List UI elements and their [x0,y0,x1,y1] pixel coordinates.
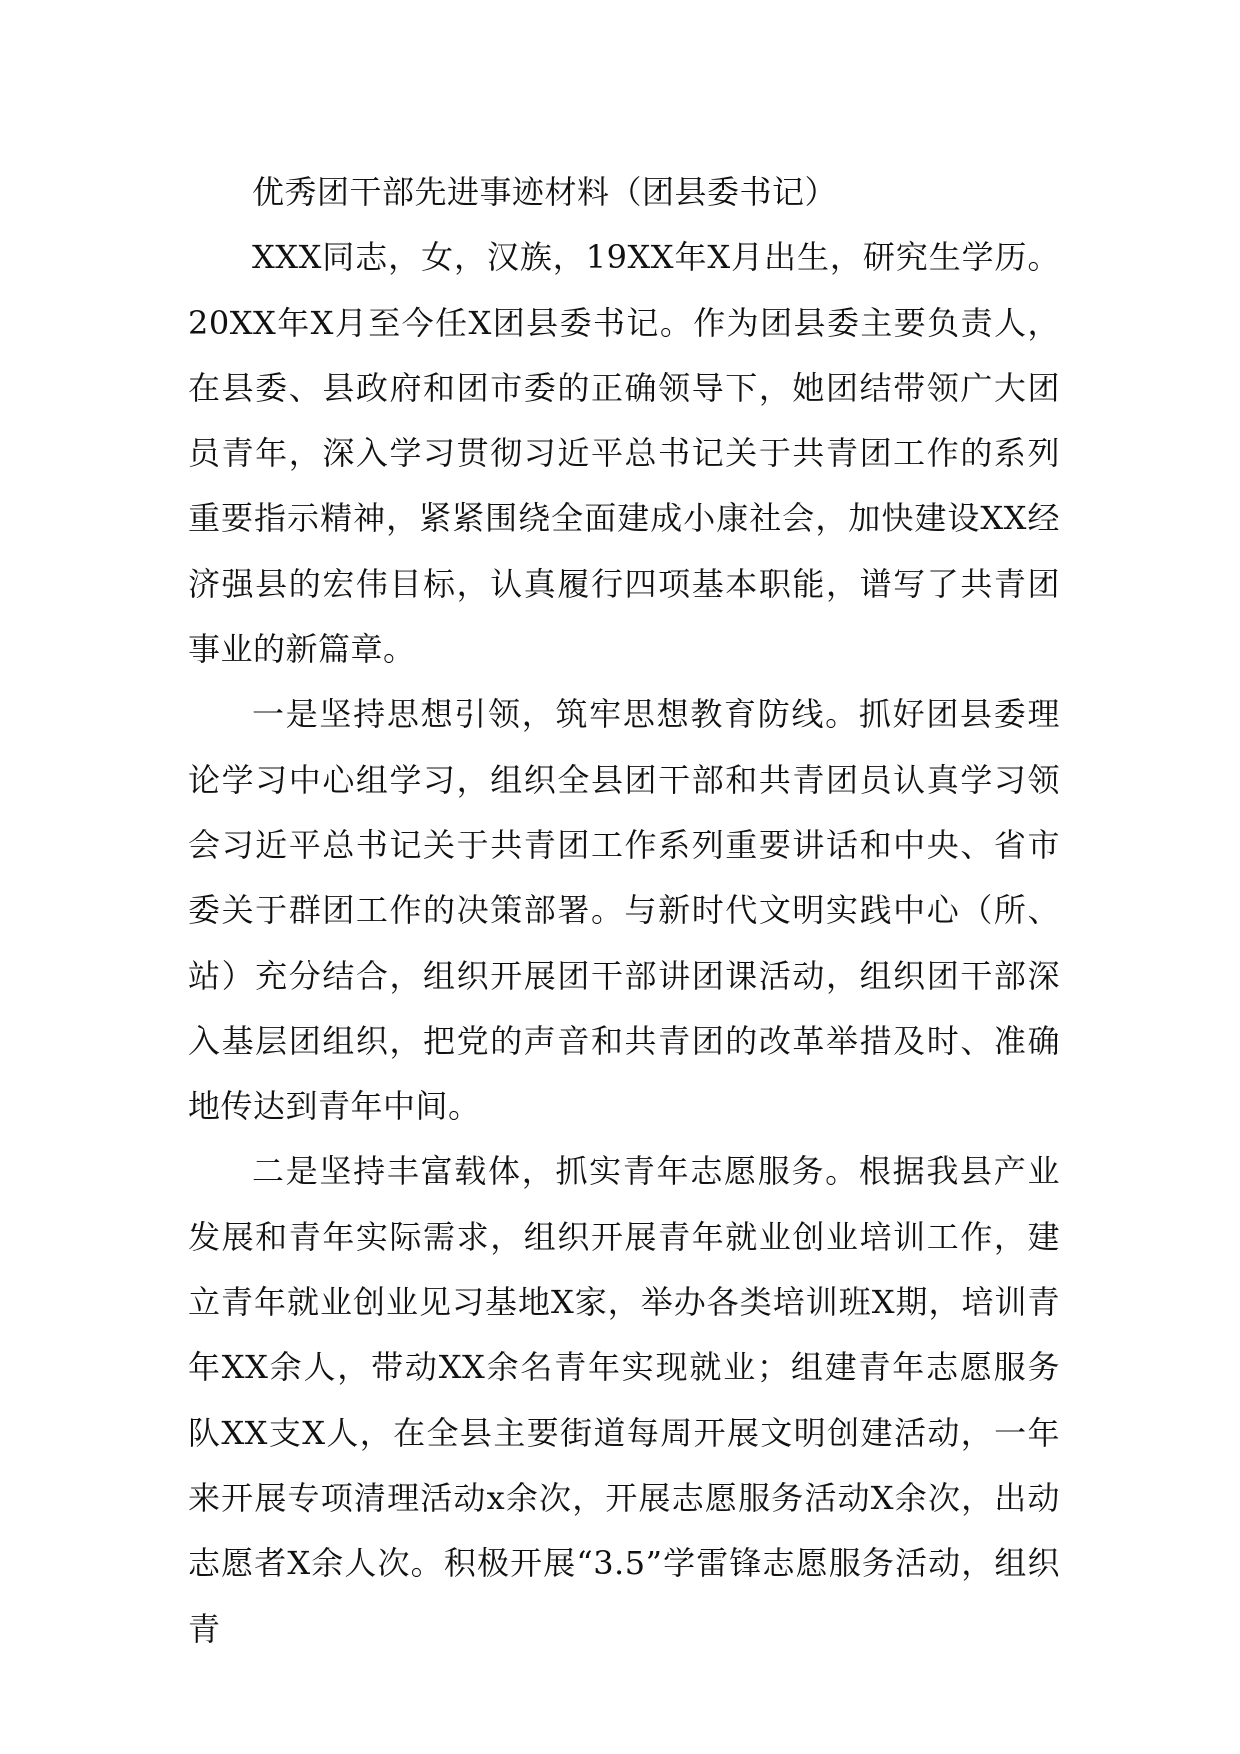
document-title: 优秀团干部先进事迹材料（团县委书记） [252,173,838,211]
paragraph-ideological-guidance: 一是坚持思想引领，筑牢思想教育防线。抓好团县委理论学习中心组学习，组织全县团干部和共青团员认真学习领会习近平总书记关于共青团工作系列重要讲话和中央、省市委关于群团工作的决策部署。与新时代文明实践中心（所、站）充分结合，组织开展团干部讲团课活动，组织团干部深入基层团组织，把党的声音和共青团的改革举措及时、准确地传达到青年中间。 [188,695,1060,1126]
paragraph-volunteer-service: 二是坚持丰富载体，抓实青年志愿服务。根据我县产业发展和青年实际需求，组织开展青年就业创业培训工作，建立青年就业创业见习基地X家，举办各类培训班X期，培训青年XX余人，带动XX余名青年实现就业；组建青年志愿服务队XX支X人，在全县主要街道每周开展文明创建活动，一年来开展专项清理活动x余次，开展志愿服务活动X余次，出动志愿者X余人次。积极开展“3.5”学雷锋志愿服务活动，组织青 [188,1152,1060,1648]
document-body [188,160,1060,1662]
paragraph-intro: XXX同志，女，汉族，19XX年X月出生，研究生学历。20XX年X月至今任X团县委书记。作为团县委主要负责人，在县委、县政府和团市委的正确领导下，她团结带领广大团员青年，深入学习贯彻习近平总书记关于共青团工作的系列重要指示精神，紧紧围绕全面建成小康社会，加快建设XX经济强县的宏伟目标，认真履行四项基本职能，谱写了共青团事业的新篇章。 [188,238,1060,669]
